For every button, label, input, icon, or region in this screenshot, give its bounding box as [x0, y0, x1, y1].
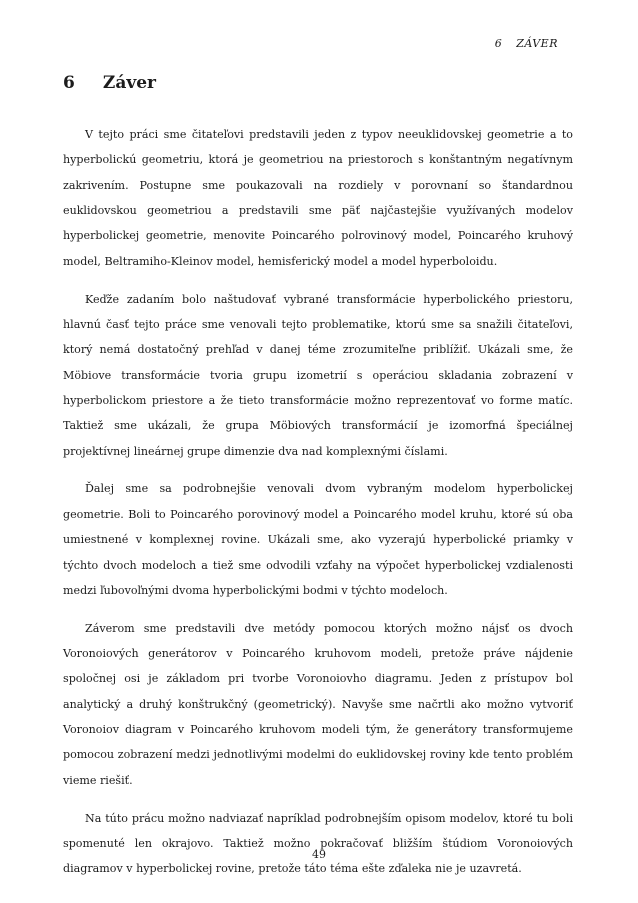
paragraph-1: V tejto práci sme čitateľovi predstavili jeden z typov neeuklidovskej geometrie a to hyperbolickú geometriu, ktorá je geometriou na priestoroch s konštantným negatívnym zakrivením. Postupne sme poukazovali na rozdiely v porovnaní so štandardnou euklidovskou geometriou a predstavili sme päť najčastejšie využívaných modelov hyperbolickej geometrie, menovite Poincarého polrovinový model, Poincarého kruhový model, Beltramiho-Kleinov model, hemisferický model a model hyperboloidu.	[63, 128, 573, 268]
running-header-chapter-number: 6	[494, 37, 503, 50]
chapter-title: Záver	[102, 73, 156, 93]
paragraph-5: Na túto prácu možno nadviazať napríklad podrobnejším opisom modelov, ktoré tu boli spomenuté len okrajovo. Taktiež možno pokračovať bližším štúdiom Voronoiových diagramov v hyperbolickej rovine, pretože táto téma ešte zďaleka nie je uzavretá.	[63, 811, 573, 876]
running-header-chapter-title: ZÁVER	[516, 37, 558, 50]
chapter-body	[63, 122, 573, 894]
paragraph-2: Keďže zadaním bolo naštudovať vybrané transformácie hyperbolického priestoru, hlavnú časť tejto práce sme venovali tejto problematike, ktorú sme sa snažili čitateľovi, ktorý nemá dostatočný prehľad v danej téme zrozumiteľne priblížiť. Ukázali sme, že Möbiove transformácie tvoria grupu izometrií s operáciou skladania zobrazení v hyperbolickom priestore a že tieto transformácie možno reprezentovať vo forme matíc. Taktiež sme ukázali, že grupa Möbiových transformácií je izomorfná špeciálnej projektívnej lineárnej grupe dimenzie dva nad komplexnými číslami.	[63, 292, 573, 458]
paragraph-3: Ďalej sme sa podrobnejšie venovali dvom vybraným modelom hyperbolickej geometrie. Boli to Poincarého porovinový model a Poincarého model kruhu, ktoré sú oba umiestnené v komplexnej rovine. Ukázali sme, ako vyzerajú hyperbolické priamky v týchto dvoch modeloch a tiež sme odvodili vzťahy na výpočet hyperbolickej vzdialenosti medzi ľubovoľnými dvoma hyperbolickými bodmi v týchto modeloch.	[63, 482, 573, 597]
chapter-number: 6	[63, 73, 75, 93]
running-header	[495, 37, 558, 50]
paragraph-4: Záverom sme predstavili dve metódy pomocou ktorých možno nájsť os dvoch Voronoiových generátorov v Poincarého kruhovom modeli, pretože práve nájdenie spoločnej osi je základom pri tvorbe Voronoiovho diagramu. Jeden z prístupov bol analytický a druhý konštrukčný (geometrický). Navyše sme načrtli ako možno vytvoriť Voronoiov diagram v Poincarého kruhovom modeli tým, že generátory transformujeme pomocou zobrazení medzi jednotlivými modelmi do euklidovskej roviny kde tento problém vieme riešiť.	[63, 621, 573, 787]
chapter-heading	[63, 73, 156, 93]
page-number: 49	[312, 848, 326, 861]
